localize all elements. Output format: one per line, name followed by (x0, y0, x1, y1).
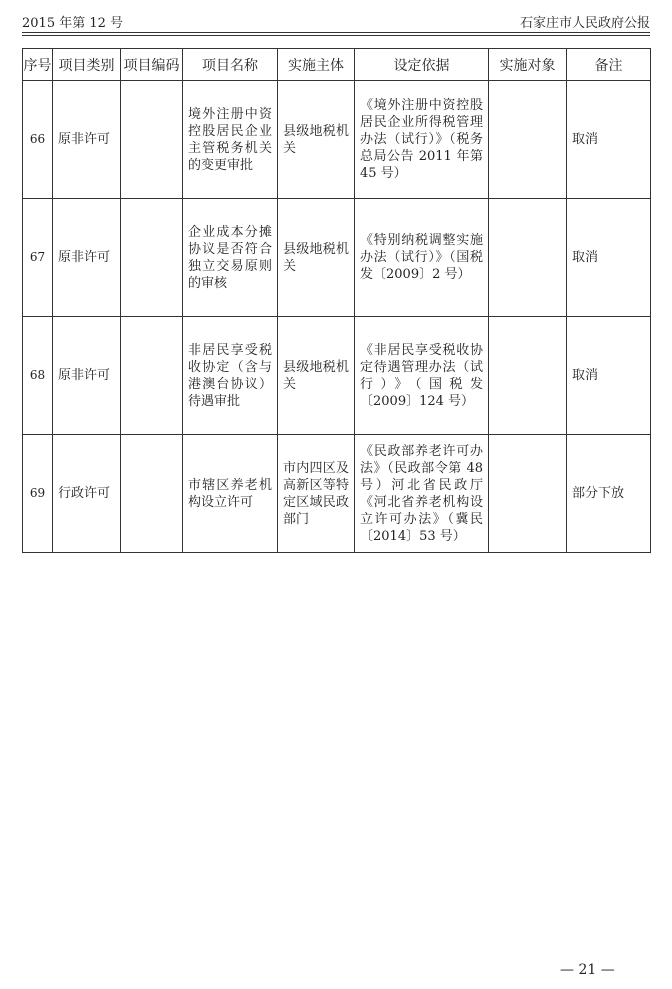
header-rule-thin (22, 35, 650, 36)
table-row (23, 199, 651, 317)
page-header (22, 10, 650, 32)
row-number: 66 (23, 81, 53, 199)
row-code (121, 317, 183, 435)
row-basis: 《境外注册中资控股居民企业所得税管理办法（试行）》（税务总局公告 2011 年第 45 号） (355, 81, 489, 199)
row-code (121, 199, 183, 317)
issue-label: 2015 年第 12 号 (22, 16, 124, 31)
row-body: 市内四区及高新区等特定区域民政部门 (278, 435, 355, 553)
row-category: 行政许可 (53, 435, 121, 553)
table-row (23, 435, 651, 553)
row-note: 部分下放 (567, 435, 651, 553)
row-number: 69 (23, 435, 53, 553)
row-number: 68 (23, 317, 53, 435)
col-header-code: 项目编码 (121, 49, 183, 81)
table-header-row (23, 49, 651, 81)
items-table (22, 48, 651, 553)
row-target (489, 199, 567, 317)
header-rule (22, 32, 650, 33)
row-code (121, 81, 183, 199)
row-target (489, 81, 567, 199)
row-category: 原非许可 (53, 81, 121, 199)
row-name: 市辖区养老机构设立许可 (183, 435, 278, 553)
row-body: 县级地税机关 (278, 199, 355, 317)
col-header-basis: 设定依据 (355, 49, 489, 81)
row-name: 境外注册中资控股居民企业主管税务机关的变更审批 (183, 81, 278, 199)
col-header-note: 备注 (567, 49, 651, 81)
row-note: 取消 (567, 199, 651, 317)
row-note: 取消 (567, 317, 651, 435)
table-row (23, 317, 651, 435)
row-body: 县级地税机关 (278, 81, 355, 199)
row-category: 原非许可 (53, 317, 121, 435)
col-header-name: 项目名称 (183, 49, 278, 81)
row-basis: 《非居民享受税收协定待遇管理办法（试行）》（国税发〔2009〕124 号） (355, 317, 489, 435)
row-target (489, 435, 567, 553)
row-body: 县级地税机关 (278, 317, 355, 435)
row-number: 67 (23, 199, 53, 317)
row-code (121, 435, 183, 553)
table-row (23, 81, 651, 199)
col-header-target: 实施对象 (489, 49, 567, 81)
col-header-number: 序号 (23, 49, 53, 81)
publication-title: 石家庄市人民政府公报 (519, 16, 650, 31)
row-basis: 《特别纳税调整实施办法（试行）》（国税发〔2009〕2 号） (355, 199, 489, 317)
row-target (489, 317, 567, 435)
row-name: 企业成本分摊协议是否符合独立交易原则的审核 (183, 199, 278, 317)
row-note: 取消 (567, 81, 651, 199)
col-header-category: 项目类别 (53, 49, 121, 81)
col-header-body: 实施主体 (278, 49, 355, 81)
row-basis: 《民政部养老许可办法》（民政部令第 48 号）河北省民政厅《河北省养老机构设立许可办法》（冀民〔2014〕53 号） (355, 435, 489, 553)
page-number: — 21 — (560, 962, 615, 978)
row-name: 非居民享受税收协定（含与港澳台协议）待遇审批 (183, 317, 278, 435)
row-category: 原非许可 (53, 199, 121, 317)
